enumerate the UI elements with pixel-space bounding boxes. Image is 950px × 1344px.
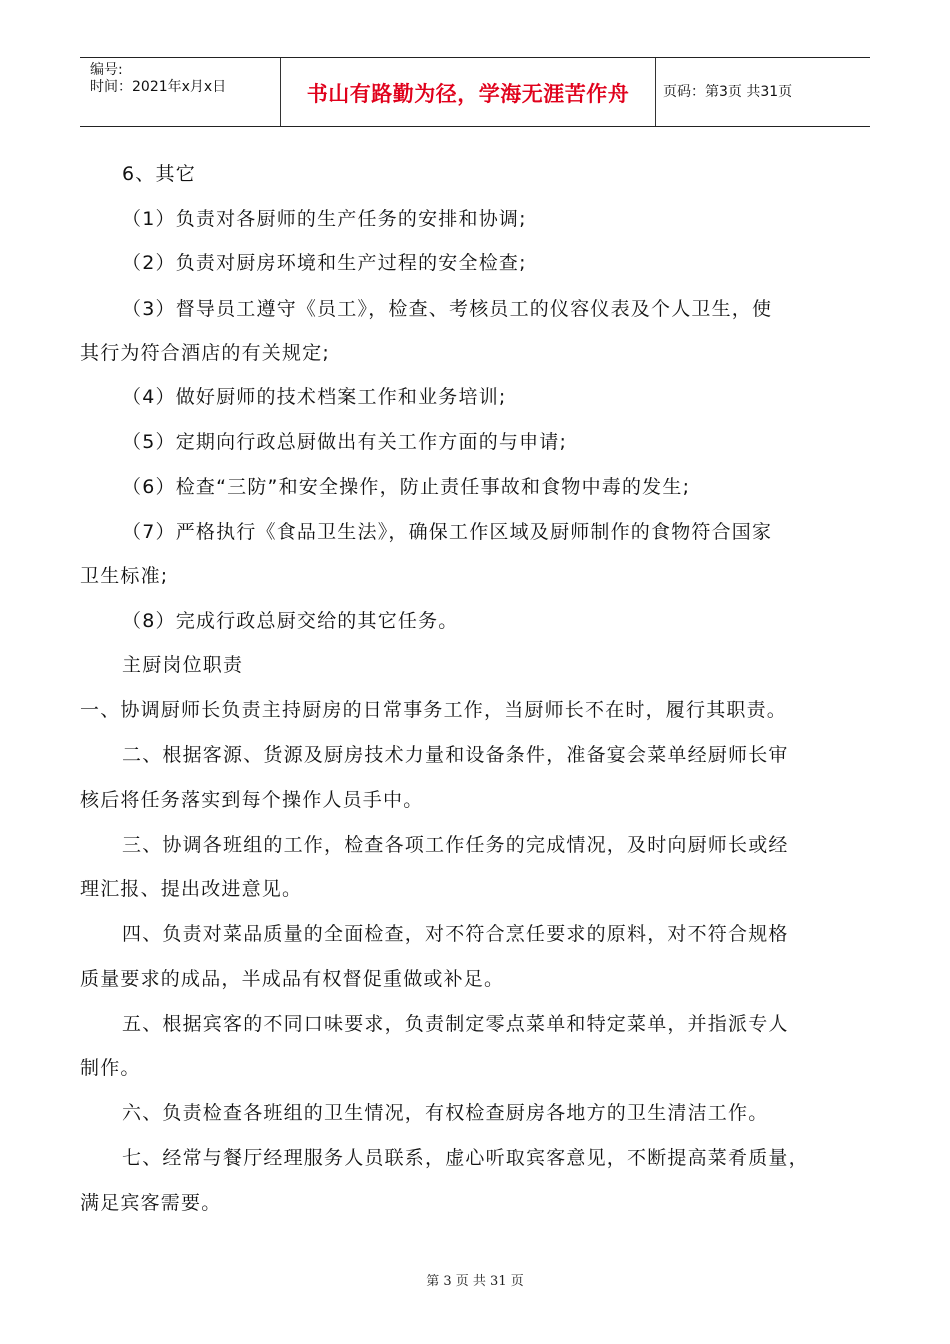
body-line: （6）检查“三防”和安全操作，防止责任事故和食物中毒的发生; xyxy=(122,476,691,498)
page-footer: 第 3 页 共 31 页 xyxy=(426,1274,524,1289)
header-motto-cell xyxy=(280,58,656,126)
body-line: 卫生标准; xyxy=(80,565,169,587)
body-line: 满足宾客需要。 xyxy=(80,1192,222,1214)
header-left-cell xyxy=(80,58,280,126)
body-line: （2）负责对厨房环境和生产过程的安全检查; xyxy=(122,252,527,274)
body-line: 六、负责检查各班组的卫生情况，有权检查厨房各地方的卫生清洁工作。 xyxy=(122,1102,769,1124)
body-line: （4）做好厨师的技术档案工作和业务培训; xyxy=(122,386,507,408)
body-line: （1）负责对各厨师的生产任务的安排和协调; xyxy=(122,208,527,230)
body-line: 6、其它 xyxy=(122,163,196,185)
body-line: （7）严格执行《食品卫生法》，确保工作区域及厨师制作的食物符合国家 xyxy=(122,521,773,543)
body-line: 核后将任务落实到每个操作人员手中。 xyxy=(80,789,424,811)
body-line: 二、根据客源、货源及厨房技术力量和设备条件，准备宴会菜单经厨师长审 xyxy=(122,744,789,766)
section-heading: 主厨岗位职责 xyxy=(122,654,244,676)
body-line: 七、经常与餐厅经理服务人员联系，虚心听取宾客意见，不断提高菜肴质量， xyxy=(122,1147,809,1169)
date-label: 时间：2021年x月x日 xyxy=(90,79,227,95)
body-line: （3）督导员工遵守《员工》，检查、考核员工的仪容仪表及个人卫生，使 xyxy=(122,298,773,320)
body-line: （8）完成行政总厨交给的其它任务。 xyxy=(122,610,459,632)
body-line: 质量要求的成品，半成品有权督促重做或补足。 xyxy=(80,968,505,990)
body-line: （5）定期向行政总厨做出有关工作方面的与申请; xyxy=(122,431,568,453)
motto-text: 书山有路勤为径，学海无涯苦作舟 xyxy=(306,82,630,106)
page-header xyxy=(80,57,870,127)
page-number-label: 页码：第3页 共31页 xyxy=(663,84,793,100)
serial-number-label: 编号: xyxy=(90,62,123,78)
body-line: 四、负责对菜品质量的全面检查，对不符合烹任要求的原料，对不符合规格 xyxy=(122,923,789,945)
header-right-cell xyxy=(654,58,870,126)
body-line: 其行为符合酒店的有关规定; xyxy=(80,342,331,364)
body-line: 五、根据宾客的不同口味要求，负责制定零点菜单和特定菜单，并指派专人 xyxy=(122,1013,789,1035)
body-line: 一、协调厨师长负责主持厨房的日常事务工作，当厨师长不在时，履行其职责。 xyxy=(80,699,788,721)
body-line: 三、协调各班组的工作，检查各项工作任务的完成情况，及时向厨师长或经 xyxy=(122,834,789,856)
body-line: 制作。 xyxy=(80,1057,141,1079)
body-line: 理汇报、提出改进意见。 xyxy=(80,878,303,900)
